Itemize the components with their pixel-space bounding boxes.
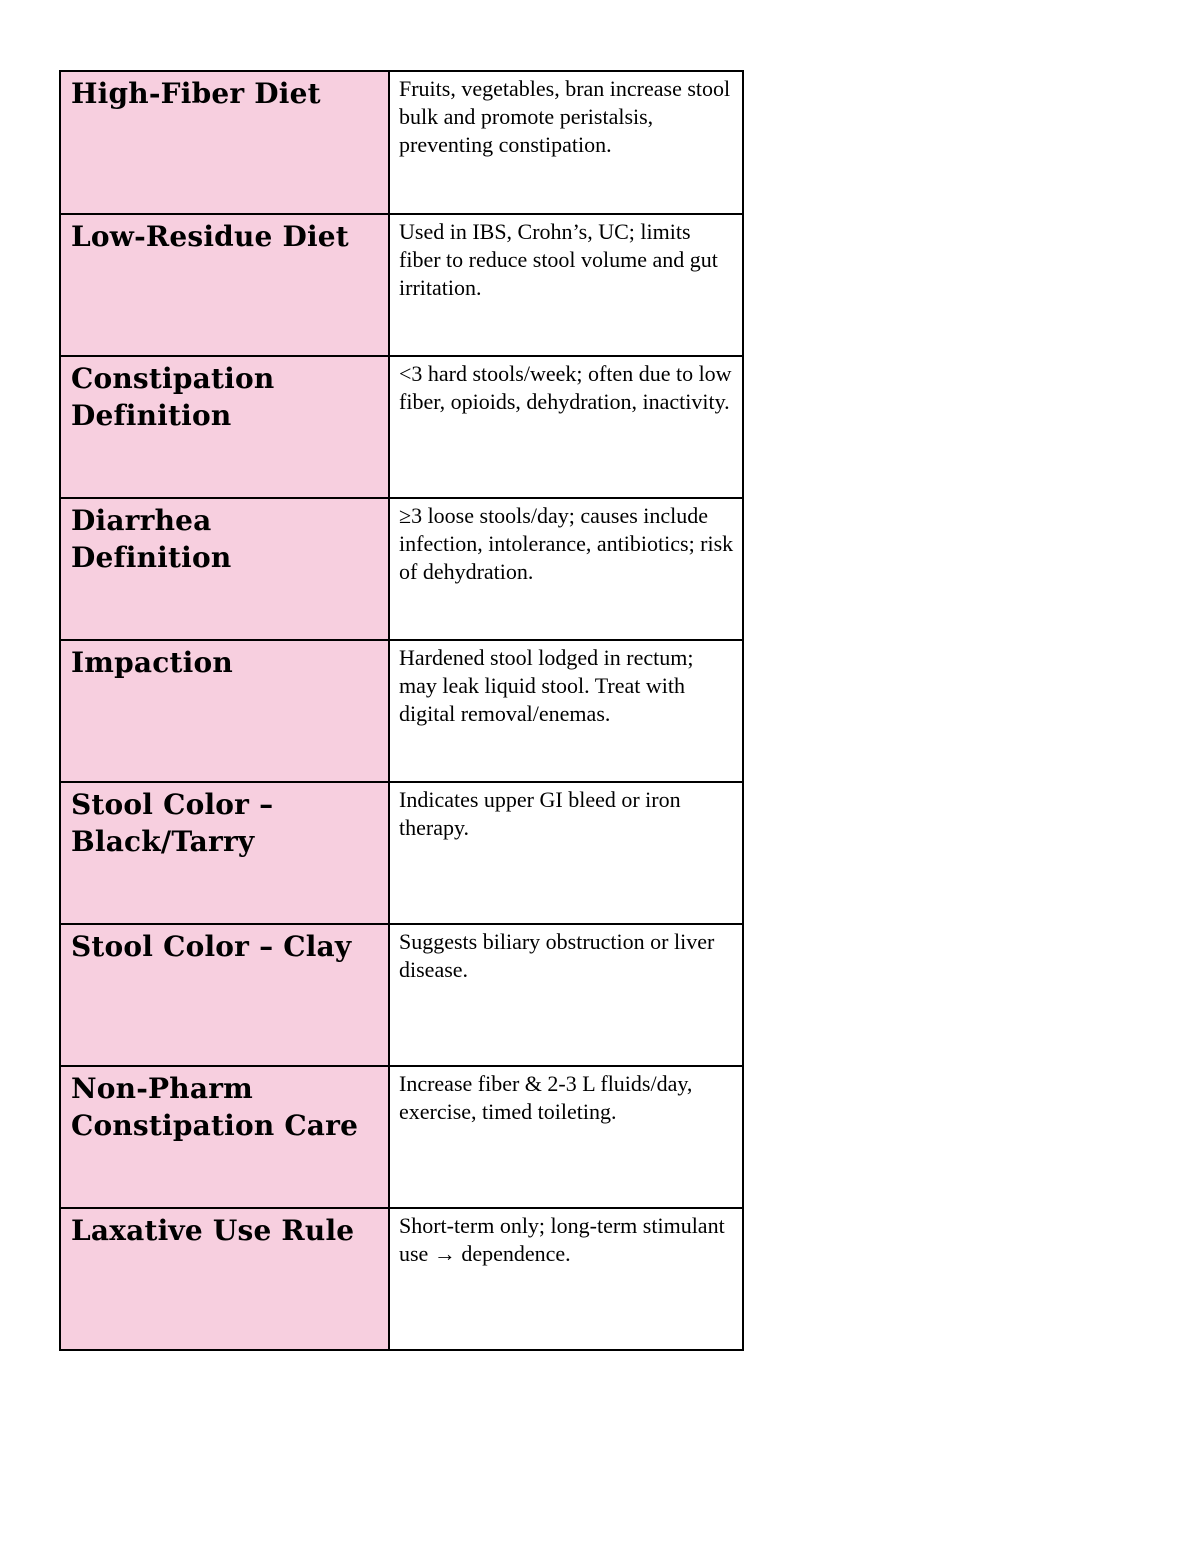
term-label: Diarrhea Definition bbox=[71, 504, 232, 574]
definition-cell bbox=[389, 924, 743, 1066]
term-label: Laxative Use Rule bbox=[71, 1214, 355, 1247]
term-cell bbox=[60, 924, 389, 1066]
definition-text: Used in IBS, Crohn’s, UC; limits fiber to reduce stool volume and gut irritation. bbox=[399, 219, 718, 300]
table-row bbox=[60, 498, 743, 640]
flashcard-table bbox=[59, 70, 744, 1351]
term-label: Constipation Definition bbox=[71, 362, 275, 432]
table-row bbox=[60, 924, 743, 1066]
definition-text: Fruits, vegetables, bran increase stool bulk and promote peristalsis, preventing constipation. bbox=[399, 76, 731, 157]
table-row bbox=[60, 1066, 743, 1208]
table-row bbox=[60, 1208, 743, 1350]
term-label: High-Fiber Diet bbox=[71, 77, 321, 110]
term-cell bbox=[60, 71, 389, 214]
term-cell bbox=[60, 1208, 389, 1350]
definition-cell bbox=[389, 356, 743, 498]
term-cell bbox=[60, 640, 389, 782]
definition-cell bbox=[389, 782, 743, 924]
definition-text: <3 hard stools/week; often due to low fiber, opioids, dehydration, inactivity. bbox=[399, 361, 732, 414]
term-label: Impaction bbox=[71, 646, 233, 679]
term-label: Stool Color – Clay bbox=[71, 930, 352, 963]
table-row bbox=[60, 214, 743, 356]
term-cell bbox=[60, 356, 389, 498]
definition-cell bbox=[389, 214, 743, 356]
definition-cell bbox=[389, 498, 743, 640]
definition-cell bbox=[389, 71, 743, 214]
definition-text: Indicates upper GI bleed or iron therapy. bbox=[399, 787, 681, 840]
definition-text: Short-term only; long-term stimulant use → dependence. bbox=[399, 1213, 725, 1266]
term-cell bbox=[60, 782, 389, 924]
table-row bbox=[60, 782, 743, 924]
term-label: Low-Residue Diet bbox=[71, 220, 349, 253]
definition-text: Suggests biliary obstruction or liver disease. bbox=[399, 929, 715, 982]
term-cell bbox=[60, 214, 389, 356]
definition-cell bbox=[389, 1066, 743, 1208]
definition-text: Increase fiber & 2-3 L fluids/day, exercise, timed toileting. bbox=[399, 1071, 693, 1124]
definition-cell bbox=[389, 1208, 743, 1350]
definition-cell bbox=[389, 640, 743, 782]
term-cell bbox=[60, 498, 389, 640]
table-row bbox=[60, 640, 743, 782]
term-label: Non-Pharm Constipation Care bbox=[71, 1072, 359, 1142]
table-row bbox=[60, 71, 743, 214]
term-label: Stool Color – Black/Tarry bbox=[71, 788, 274, 858]
term-cell bbox=[60, 1066, 389, 1208]
table-row bbox=[60, 356, 743, 498]
definition-text: ≥3 loose stools/day; causes include infection, intolerance, antibiotics; risk of dehydration. bbox=[399, 503, 734, 584]
definition-text: Hardened stool lodged in rectum; may leak liquid stool. Treat with digital removal/enemas. bbox=[399, 645, 694, 726]
